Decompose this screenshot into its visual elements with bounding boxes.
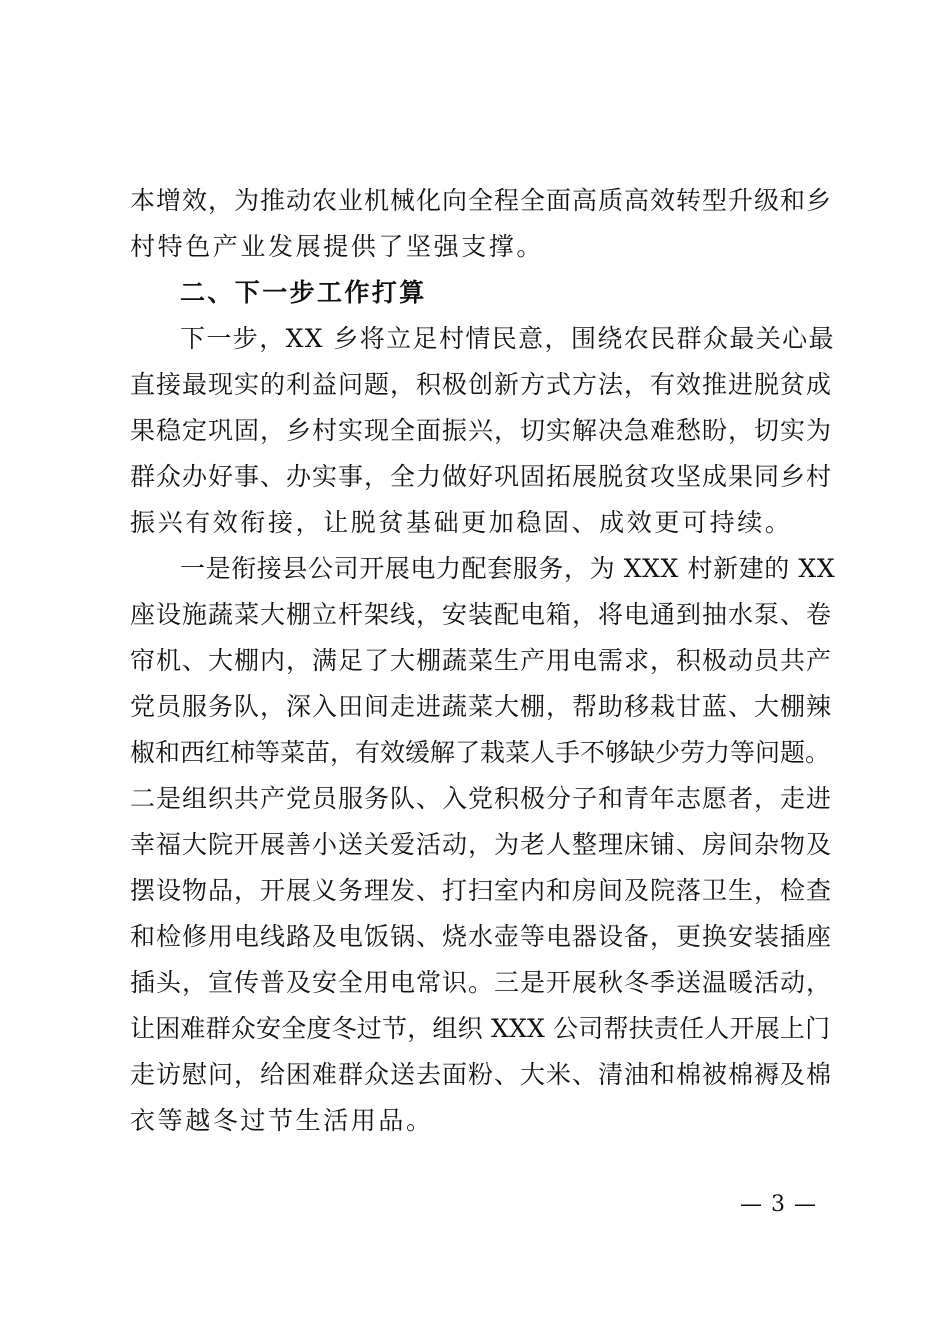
- text-line: 帘机、大棚内，满足了大棚蔬菜生产用电需求，积极动员共产: [130, 646, 833, 675]
- text-line: 一是衔接县公司开展电力配套服务，为 XXX 村新建的 XX: [180, 554, 836, 583]
- text-line: 群众办好事、办实事，全力做好巩固拓展脱贫攻坚成果同乡村: [130, 462, 833, 491]
- text-line: 二是组织共产党员服务队、入党积极分子和青年志愿者，走进: [130, 784, 833, 813]
- page-number: — 3 —: [740, 1192, 817, 1217]
- text-line: 振兴有效衔接，让脱贫基础更加稳固、成效更可持续。: [130, 508, 793, 537]
- text-line: 直接最现实的利益问题，积极创新方式方法，有效推进脱贫成: [130, 370, 833, 399]
- body-text: [130, 178, 835, 1144]
- text-line: 让困难群众安全度冬过节，组织 XXX 公司帮扶责任人开展上门: [130, 1014, 831, 1043]
- text-line: 椒和西红柿等菜苗，有效缓解了栽菜人手不够缺少劳力等问题。: [130, 738, 831, 767]
- section-heading: 二、下一步工作打算: [180, 278, 427, 307]
- text-line: 幸福大院开展善小送关爱活动，为老人整理床铺、房间杂物及: [130, 830, 833, 859]
- text-line: 衣等越冬过节生活用品。: [130, 1106, 434, 1135]
- text-line: 插头，宣传普及安全用电常识。三是开展秋冬季送温暖活动，: [130, 968, 833, 997]
- text-line: 摆设物品，开展义务理发、打扫室内和房间及院落卫生，检查: [130, 876, 833, 905]
- text-line: 果稳定巩固，乡村实现全面振兴，切实解决急难愁盼，切实为: [130, 416, 833, 445]
- text-line: 和检修用电线路及电饭锅、烧水壶等电器设备，更换安装插座: [130, 922, 833, 951]
- text-line: 党员服务队，深入田间走进蔬菜大棚，帮助移栽甘蓝、大棚辣: [130, 692, 833, 721]
- text-line: 走访慰问，给困难群众送去面粉、大米、清油和棉被棉褥及棉: [130, 1060, 833, 1089]
- text-line: 村特色产业发展提供了坚强支撑。: [130, 232, 545, 261]
- text-line: 下一步，XX 乡将立足村情民意，围绕农民群众最关心最: [180, 324, 835, 353]
- text-line: 座设施蔬菜大棚立杆架线，安装配电箱，将电通到抽水泵、卷: [130, 600, 833, 629]
- text-line: 本增效，为推动农业机械化向全程全面高质高效转型升级和乡: [130, 186, 833, 215]
